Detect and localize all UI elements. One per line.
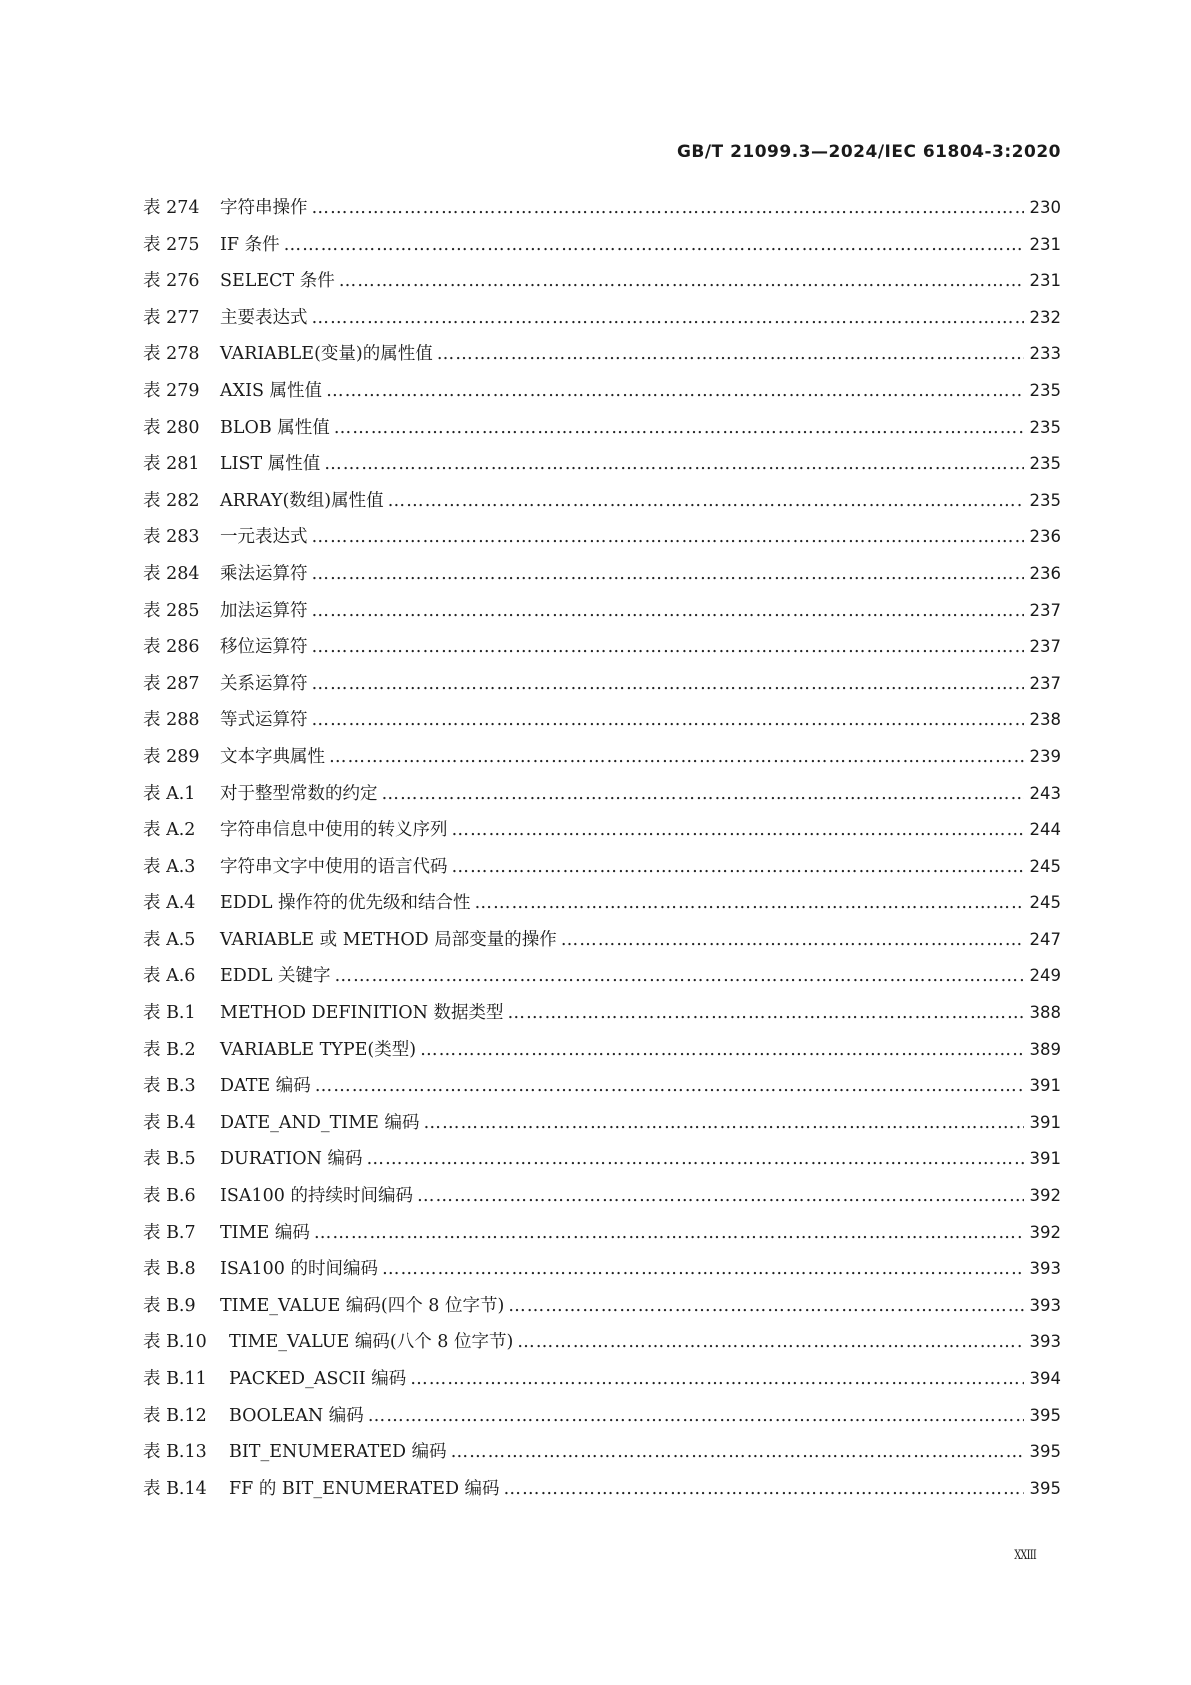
toc-entry-title: 对于整型常数的约定 xyxy=(220,783,378,804)
toc-entry[interactable] xyxy=(143,666,1061,703)
toc-leader-dots xyxy=(329,739,1024,776)
toc-entry-page: 395 xyxy=(1029,1478,1061,1498)
toc-entry[interactable] xyxy=(143,849,1061,886)
toc-entry-title: 字符串信息中使用的转义序列 xyxy=(220,820,448,841)
toc-entry-label: 表 B.2 xyxy=(143,1039,196,1060)
toc-entry-label: 表 B.7 xyxy=(143,1222,196,1243)
toc-entry-title: VARIABLE TYPE(类型) xyxy=(220,1039,417,1060)
toc-entry[interactable] xyxy=(143,519,1061,556)
toc-leader-dots xyxy=(504,1471,1024,1508)
toc-entry[interactable] xyxy=(143,922,1061,959)
toc-leader-dots xyxy=(312,702,1024,739)
toc-entry-title: AXIS 属性值 xyxy=(220,380,323,401)
toc-entry-label: 表 B.3 xyxy=(143,1076,196,1097)
toc-entry-page: 247 xyxy=(1029,929,1061,949)
toc-entry-page: 235 xyxy=(1029,454,1061,474)
toc-entry[interactable] xyxy=(143,556,1061,593)
toc-entry[interactable] xyxy=(143,483,1061,520)
toc-entry-label: 表 277 xyxy=(143,307,200,328)
toc-entry-label: 表 B.14 xyxy=(143,1478,207,1499)
toc-entry-page: 393 xyxy=(1029,1332,1061,1352)
toc-entry-page: 244 xyxy=(1029,820,1061,840)
toc-entry-label: 表 279 xyxy=(143,380,200,401)
toc-entry-page: 237 xyxy=(1029,600,1061,620)
toc-entry-page: 236 xyxy=(1029,563,1061,583)
toc-entry-label: 表 283 xyxy=(143,527,200,548)
toc-entry-label: 表 B.6 xyxy=(143,1186,196,1207)
toc-entry-label: 表 276 xyxy=(143,271,200,292)
toc-entry-label: 表 280 xyxy=(143,417,200,438)
toc-entry-label: 表 B.9 xyxy=(143,1295,196,1316)
toc-entry-page: 393 xyxy=(1029,1259,1061,1279)
toc-entry-page: 239 xyxy=(1029,746,1061,766)
toc-entry[interactable] xyxy=(143,190,1061,227)
toc-entry-label: 表 287 xyxy=(143,673,200,694)
toc-leader-dots xyxy=(312,300,1024,337)
toc-entry[interactable] xyxy=(143,336,1061,373)
toc-entry-page: 231 xyxy=(1029,271,1061,291)
toc-entry-label: 表 B.13 xyxy=(143,1442,207,1463)
toc-entry-page: 391 xyxy=(1029,1112,1061,1132)
toc-entry[interactable] xyxy=(143,629,1061,666)
toc-entry-label: 表 B.4 xyxy=(143,1112,196,1133)
toc-entry[interactable] xyxy=(143,995,1061,1032)
toc-entry[interactable] xyxy=(143,702,1061,739)
toc-entry-label: 表 289 xyxy=(143,746,200,767)
toc-entry[interactable] xyxy=(143,446,1061,483)
toc-entry-label: 表 282 xyxy=(143,490,200,511)
toc-leader-dots xyxy=(561,922,1024,959)
toc-entry-title: BIT_ENUMERATED 编码 xyxy=(229,1442,447,1463)
toc-leader-dots xyxy=(410,1361,1023,1398)
toc-entry-page: 230 xyxy=(1029,198,1061,217)
toc-entry-page: 236 xyxy=(1029,527,1061,547)
toc-entry-title: 文本字典属性 xyxy=(220,746,325,767)
toc-leader-dots xyxy=(437,336,1024,373)
toc-entry-title: LIST 属性值 xyxy=(220,454,321,475)
toc-entry-title: 字符串操作 xyxy=(220,198,308,218)
toc-entry-title: METHOD DEFINITION 数据类型 xyxy=(220,1003,504,1024)
toc-entry-page: 392 xyxy=(1029,1186,1061,1206)
toc-entry[interactable] xyxy=(143,885,1061,922)
toc-entry-page: 245 xyxy=(1029,893,1061,913)
toc-entry[interactable] xyxy=(143,958,1061,995)
toc-entry[interactable] xyxy=(143,1398,1061,1435)
toc-entry-page: 233 xyxy=(1029,344,1061,364)
toc-leader-dots xyxy=(339,263,1024,300)
toc-entry-page: 393 xyxy=(1029,1295,1061,1315)
toc-entry[interactable] xyxy=(143,1288,1061,1325)
toc-entry-page: 391 xyxy=(1029,1149,1061,1169)
toc-entry-title: BOOLEAN 编码 xyxy=(229,1405,364,1426)
toc-leader-dots xyxy=(335,958,1024,995)
toc-entry-title: ISA100 的时间编码 xyxy=(220,1259,379,1280)
toc-entry-title: TIME 编码 xyxy=(220,1222,310,1243)
toc-entry-label: 表 B.12 xyxy=(143,1405,207,1426)
toc-entry-title: DATE_AND_TIME 编码 xyxy=(220,1112,420,1133)
toc-entry-title: IF 条件 xyxy=(220,234,280,255)
toc-entry[interactable] xyxy=(143,1068,1061,1105)
toc-entry-label: 表 284 xyxy=(143,563,200,584)
toc-entry-page: 238 xyxy=(1029,710,1061,730)
toc-entry-page: 232 xyxy=(1029,307,1061,327)
toc-leader-dots xyxy=(423,1105,1023,1142)
toc-entry[interactable] xyxy=(143,1434,1061,1471)
toc-entry-page: 395 xyxy=(1029,1405,1061,1425)
toc-leader-dots xyxy=(451,1434,1024,1471)
toc-entry-label: 表 281 xyxy=(143,454,200,475)
toc-entry-title: PACKED_ASCII 编码 xyxy=(229,1369,407,1389)
toc-entry-label: 表 B.1 xyxy=(143,1003,196,1024)
toc-leader-dots xyxy=(334,410,1024,447)
toc-entry-title: EDDL 关键字 xyxy=(220,966,331,987)
toc-leader-dots xyxy=(366,1141,1023,1178)
toc-entry[interactable] xyxy=(143,373,1061,410)
toc-entry-label: 表 B.5 xyxy=(143,1149,196,1170)
toc-leader-dots xyxy=(315,1068,1024,1105)
toc-entry-title: SELECT 条件 xyxy=(220,271,335,292)
toc-entry[interactable] xyxy=(143,739,1061,776)
toc-entry-label: 表 B.11 xyxy=(143,1369,207,1389)
toc-entry-label: 表 A.6 xyxy=(143,966,196,987)
toc-entry-title: 乘法运算符 xyxy=(220,563,308,584)
toc-entry-title: VARIABLE 或 METHOD 局部变量的操作 xyxy=(220,929,557,950)
page-header-standard: GB/T 21099.3—2024/IEC 61804-3:2020 xyxy=(676,142,1061,162)
toc-entry-page: 231 xyxy=(1029,234,1061,254)
toc-entry-label: 表 275 xyxy=(143,234,200,255)
toc-entry[interactable] xyxy=(143,1141,1061,1178)
toc-entry[interactable] xyxy=(143,1105,1061,1142)
toc-leader-dots xyxy=(324,446,1023,483)
toc-entry-label: 表 A.1 xyxy=(143,783,196,804)
toc-entry-title: EDDL 操作符的优先级和结合性 xyxy=(220,893,471,914)
toc-entry[interactable] xyxy=(143,1324,1061,1361)
table-of-contents xyxy=(143,190,1061,1507)
toc-entry-title: ARRAY(数组)属性值 xyxy=(220,490,384,511)
toc-leader-dots xyxy=(314,1215,1024,1252)
toc-entry-page: 394 xyxy=(1029,1369,1061,1388)
toc-entry-page: 237 xyxy=(1029,637,1061,657)
toc-entry-page: 388 xyxy=(1029,1003,1061,1023)
toc-entry[interactable] xyxy=(143,1251,1061,1288)
toc-leader-dots xyxy=(507,995,1023,1032)
toc-entry-label: 表 A.5 xyxy=(143,929,196,950)
toc-entry-title: DURATION 编码 xyxy=(220,1149,363,1170)
toc-entry-title: VARIABLE(变量)的属性值 xyxy=(220,344,433,365)
toc-entry-label: 表 B.8 xyxy=(143,1259,196,1280)
toc-entry-title: 一元表达式 xyxy=(220,527,308,548)
toc-entry-page: 237 xyxy=(1029,673,1061,693)
toc-entry[interactable] xyxy=(143,1215,1061,1252)
toc-entry-label: 表 288 xyxy=(143,710,200,731)
toc-entry-label: 表 A.4 xyxy=(143,893,196,914)
toc-entry-title: 移位运算符 xyxy=(220,637,308,658)
toc-leader-dots xyxy=(312,666,1024,703)
toc-leader-dots xyxy=(382,776,1024,813)
toc-entry-label: 表 B.10 xyxy=(143,1332,207,1353)
toc-entry-label: 表 274 xyxy=(143,198,200,218)
toc-entry-page: 235 xyxy=(1029,490,1061,510)
toc-entry[interactable] xyxy=(143,1471,1061,1508)
toc-entry[interactable] xyxy=(143,812,1061,849)
toc-leader-dots xyxy=(475,885,1024,922)
toc-entry[interactable] xyxy=(143,227,1061,264)
toc-leader-dots xyxy=(312,190,1024,227)
page-number: XXIII xyxy=(1014,1548,1036,1563)
toc-entry-label: 表 286 xyxy=(143,637,200,658)
toc-entry[interactable] xyxy=(143,263,1061,300)
toc-entry-page: 245 xyxy=(1029,856,1061,876)
toc-leader-dots xyxy=(452,849,1024,886)
toc-entry[interactable] xyxy=(143,1361,1061,1398)
toc-entry-title: FF 的 BIT_ENUMERATED 编码 xyxy=(229,1478,500,1499)
toc-leader-dots xyxy=(420,1032,1023,1069)
toc-entry-page: 389 xyxy=(1029,1039,1061,1059)
toc-leader-dots xyxy=(284,227,1024,264)
toc-leader-dots xyxy=(312,593,1024,630)
toc-leader-dots xyxy=(388,483,1024,520)
toc-entry-page: 235 xyxy=(1029,417,1061,437)
toc-entry-title: TIME_VALUE 编码(四个 8 位字节) xyxy=(220,1295,505,1316)
toc-leader-dots xyxy=(312,519,1024,556)
toc-leader-dots xyxy=(517,1324,1023,1361)
toc-entry[interactable] xyxy=(143,593,1061,630)
toc-leader-dots xyxy=(312,629,1024,666)
toc-entry-page: 392 xyxy=(1029,1222,1061,1242)
toc-leader-dots xyxy=(326,373,1023,410)
toc-entry[interactable] xyxy=(143,300,1061,337)
toc-entry-title: BLOB 属性值 xyxy=(220,417,330,438)
toc-leader-dots xyxy=(452,812,1024,849)
toc-entry-page: 249 xyxy=(1029,966,1061,986)
toc-leader-dots xyxy=(368,1398,1024,1435)
toc-entry-page: 243 xyxy=(1029,783,1061,803)
toc-entry-page: 235 xyxy=(1029,380,1061,400)
toc-entry-title: DATE 编码 xyxy=(220,1076,311,1097)
toc-entry-title: 字符串文字中使用的语言代码 xyxy=(220,856,448,877)
toc-entry-title: 主要表达式 xyxy=(220,307,308,328)
toc-leader-dots xyxy=(417,1178,1023,1215)
toc-leader-dots xyxy=(508,1288,1023,1325)
toc-entry-label: 表 A.2 xyxy=(143,820,196,841)
toc-entry-label: 表 285 xyxy=(143,600,200,621)
toc-entry-page: 395 xyxy=(1029,1442,1061,1462)
toc-entry-title: 加法运算符 xyxy=(220,600,308,621)
toc-leader-dots xyxy=(312,556,1024,593)
toc-entry-title: 等式运算符 xyxy=(220,710,308,731)
toc-entry[interactable] xyxy=(143,1032,1061,1069)
toc-entry-label: 表 A.3 xyxy=(143,856,196,877)
toc-entry[interactable] xyxy=(143,776,1061,813)
toc-entry-title: ISA100 的持续时间编码 xyxy=(220,1186,414,1207)
toc-leader-dots xyxy=(382,1251,1023,1288)
toc-entry-label: 表 278 xyxy=(143,344,200,365)
toc-entry-page: 391 xyxy=(1029,1076,1061,1096)
toc-entry[interactable] xyxy=(143,410,1061,447)
toc-entry[interactable] xyxy=(143,1178,1061,1215)
toc-entry-title: TIME_VALUE 编码(八个 8 位字节) xyxy=(229,1332,514,1353)
toc-entry-title: 关系运算符 xyxy=(220,673,308,694)
